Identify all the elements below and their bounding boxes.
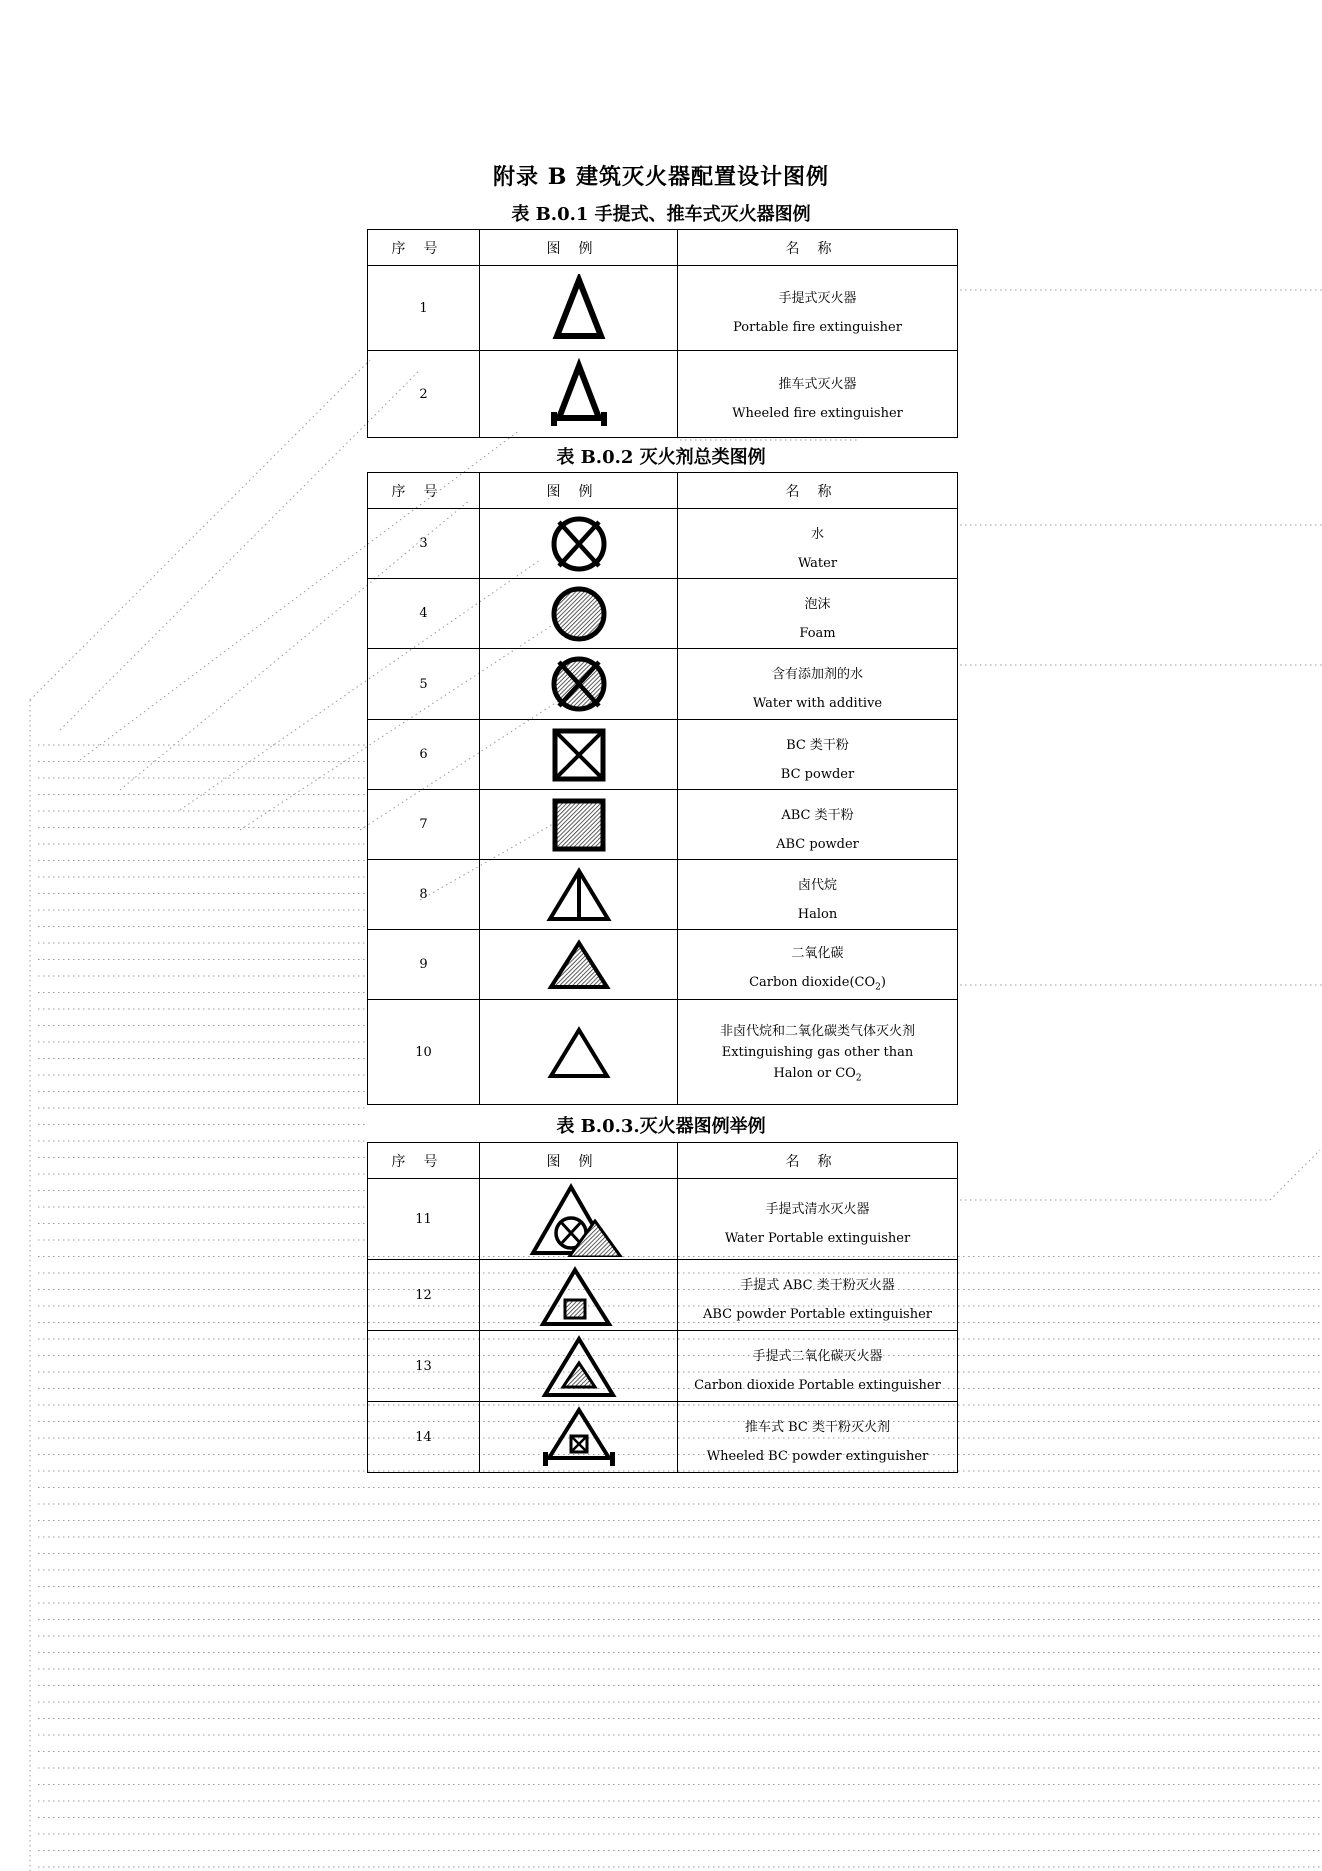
row-symbol (480, 930, 678, 1000)
name-en: Water (797, 555, 838, 571)
header-no: 序号 (368, 473, 480, 509)
row-symbol (480, 266, 678, 351)
header-name: 名称 (678, 230, 958, 266)
name-en: Extinguishing gas other than (721, 1045, 914, 1061)
row-name (678, 579, 958, 649)
circle-x-hatched-icon (549, 654, 609, 714)
name-zh: 含有添加剂的水 (771, 667, 863, 682)
name-en: Water Portable extinguisher (724, 1231, 911, 1246)
triangle-wheeled-icon (547, 358, 611, 430)
row-symbol (480, 509, 678, 579)
row-no: 10 (368, 1000, 480, 1105)
header-name: 名称 (678, 473, 958, 509)
name-zh: 手提式灭火器 (778, 291, 857, 306)
row-symbol (480, 351, 678, 438)
row-no: 8 (368, 860, 480, 930)
table-row (368, 649, 958, 720)
row-name (678, 351, 958, 438)
table-row (368, 509, 958, 579)
name-en-2-main: Halon or CO (773, 1066, 856, 1082)
row-symbol (480, 1179, 678, 1260)
name-en: Water with additive (752, 696, 883, 711)
row-symbol (480, 1260, 678, 1331)
table-caption-b02: 表 B.0.2 灭火剂总类图例 (556, 447, 766, 468)
row-symbol (480, 649, 678, 720)
row-name (678, 1179, 958, 1260)
name-en-2 (678, 1066, 957, 1084)
table-row (368, 1331, 958, 1402)
table-row (368, 930, 958, 1000)
name-zh: BC 类干粉 (786, 737, 849, 753)
name-zh: 手提式 ABC 类干粉灭火器 (740, 1278, 895, 1293)
triangle-hatched-icon (544, 937, 614, 993)
name-en (678, 975, 957, 993)
name-en-2-sub: 2 (855, 1073, 862, 1084)
row-no: 2 (368, 351, 480, 438)
header-name: 名称 (678, 1143, 958, 1179)
triangle-with-triangle-hatched-icon (539, 1333, 619, 1399)
row-no: 5 (368, 649, 480, 720)
row-no: 11 (368, 1179, 480, 1260)
name-en: Portable fire extinguisher (733, 320, 902, 335)
table-row (368, 1179, 958, 1260)
table-header-row (368, 230, 958, 266)
row-no: 6 (368, 720, 480, 790)
triangle-open-icon (544, 1022, 614, 1082)
header-symbol: 图例 (480, 230, 678, 266)
row-no: 14 (368, 1402, 480, 1473)
row-name (678, 720, 958, 790)
row-no: 13 (368, 1331, 480, 1402)
name-en: ABC powder (776, 836, 859, 852)
table-caption-b01: 表 B.0.1 手提式、推车式灭火器图例 (511, 204, 811, 225)
triangle-with-square-hatched-icon (539, 1262, 619, 1328)
row-no: 7 (368, 790, 480, 860)
header-no: 序号 (368, 1143, 480, 1179)
row-no: 4 (368, 579, 480, 649)
name-en: Wheeled BC powder extinguisher (706, 1449, 929, 1464)
row-no: 9 (368, 930, 480, 1000)
name-zh: 水 (810, 526, 824, 542)
row-name (678, 266, 958, 351)
row-symbol (480, 1000, 678, 1105)
triangle-portable-icon (549, 274, 609, 342)
name-zh: 非卤代烷和二氧化碳类气体灭火剂 (719, 1024, 915, 1040)
name-en-after: ) (880, 975, 886, 991)
name-en: ABC powder Portable extinguisher (702, 1307, 933, 1322)
row-name (678, 860, 958, 930)
row-name (678, 509, 958, 579)
table-caption-b03: 表 B.0.3.灭火器图例举例 (556, 1116, 766, 1137)
row-name (678, 1402, 958, 1473)
row-no: 3 (368, 509, 480, 579)
header-no: 序号 (368, 230, 480, 266)
table-row (368, 1000, 958, 1105)
name-en: Wheeled fire extinguisher (732, 406, 903, 421)
header-symbol: 图例 (480, 473, 678, 509)
row-symbol (480, 1331, 678, 1402)
name-en: BC powder (780, 766, 855, 782)
row-name (678, 1331, 958, 1402)
row-name (678, 790, 958, 860)
row-name (678, 930, 958, 1000)
name-zh: 推车式灭火器 (778, 377, 857, 392)
row-symbol (480, 1402, 678, 1473)
table-b01 (367, 229, 958, 438)
name-zh: 卤代烷 (797, 877, 837, 893)
name-en: Carbon dioxide Portable extinguisher (694, 1378, 941, 1393)
name-en: Foam (799, 625, 836, 641)
row-no: 1 (368, 266, 480, 351)
table-row (368, 1402, 958, 1473)
table-header-row (368, 1143, 958, 1179)
triangle-with-circle-x-icon (529, 1181, 629, 1257)
table-row (368, 266, 958, 351)
row-symbol (480, 860, 678, 930)
table-row (368, 1260, 958, 1331)
circle-x-icon (549, 514, 609, 574)
name-en: Halon (797, 906, 838, 922)
row-name (678, 1000, 958, 1105)
name-zh: 泡沫 (804, 596, 831, 612)
triangle-split-icon (544, 865, 614, 925)
name-zh: 二氧化碳 (791, 946, 844, 962)
name-zh: 手提式二氧化碳灭火器 (752, 1349, 883, 1364)
circle-hatched-icon (549, 584, 609, 644)
table-header-row (368, 473, 958, 509)
name-en-main: Carbon dioxide(CO (749, 975, 876, 991)
table-b02 (367, 472, 958, 1105)
row-symbol (480, 720, 678, 790)
row-symbol (480, 579, 678, 649)
table-b03 (367, 1142, 958, 1473)
row-symbol (480, 790, 678, 860)
page-title: 附录 B 建筑灭火器配置设计图例 (493, 164, 829, 190)
table-row (368, 860, 958, 930)
square-x-icon (549, 725, 609, 785)
name-en-sub: 2 (875, 982, 881, 993)
row-name (678, 1260, 958, 1331)
header-symbol: 图例 (480, 1143, 678, 1179)
name-zh: ABC 类干粉 (781, 807, 854, 823)
table-row (368, 790, 958, 860)
table-row (368, 579, 958, 649)
row-no: 12 (368, 1260, 480, 1331)
table-row (368, 720, 958, 790)
name-zh: 推车式 BC 类干粉灭火剂 (744, 1420, 890, 1435)
table-row (368, 351, 958, 438)
name-zh: 手提式清水灭火器 (765, 1202, 870, 1217)
square-hatched-icon (549, 795, 609, 855)
wheeled-triangle-with-square-x-icon (539, 1404, 619, 1470)
row-name (678, 649, 958, 720)
